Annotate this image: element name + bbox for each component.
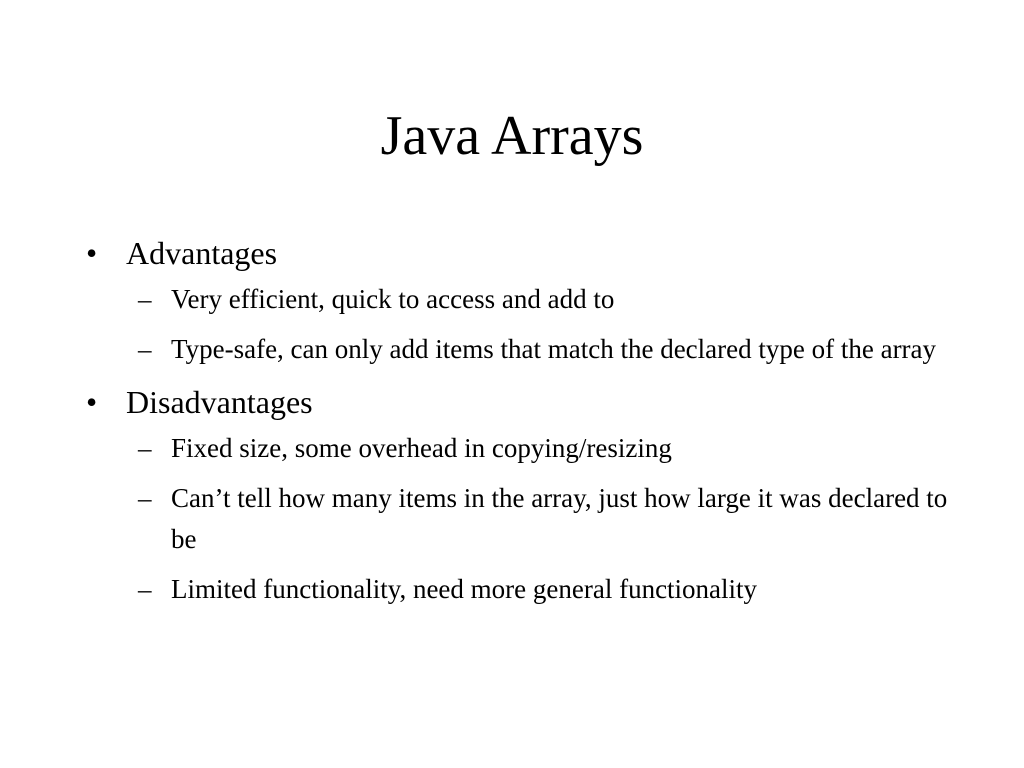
sub-bullet-text: Can’t tell how many items in the array, just how large it was declared to be: [171, 483, 948, 554]
dash-icon: –: [138, 483, 152, 513]
bullet-disadvantages: [86, 382, 966, 610]
bullet-advantages: [86, 233, 966, 370]
sub-bullet-text: Limited functionality, need more general functionality: [171, 574, 758, 604]
dash-icon: –: [138, 433, 152, 463]
sub-bullet-text: Very efficient, quick to access and add to: [171, 284, 615, 314]
sub-bullet-item: [126, 428, 966, 469]
sub-bullet-list: [126, 279, 966, 370]
dash-icon: –: [138, 334, 152, 364]
sub-bullet-item: [126, 279, 966, 320]
sub-bullet-list: [126, 428, 966, 610]
bullet-heading: Disadvantages: [126, 384, 313, 420]
sub-bullet-text: Fixed size, some overhead in copying/resizing: [171, 433, 672, 463]
bullet-heading: Advantages: [126, 235, 278, 271]
dash-icon: –: [138, 574, 152, 604]
sub-bullet-item: [126, 569, 966, 610]
dash-icon: –: [138, 284, 152, 314]
bullet-icon: •: [86, 384, 98, 420]
sub-bullet-text: Type-safe, can only add items that match the declared type of the array: [171, 334, 937, 364]
bullet-list: [86, 233, 966, 622]
slide-title: Java Arrays: [380, 105, 644, 167]
bullet-icon: •: [86, 235, 98, 271]
sub-bullet-item: [126, 329, 966, 370]
sub-bullet-item: [126, 478, 966, 560]
